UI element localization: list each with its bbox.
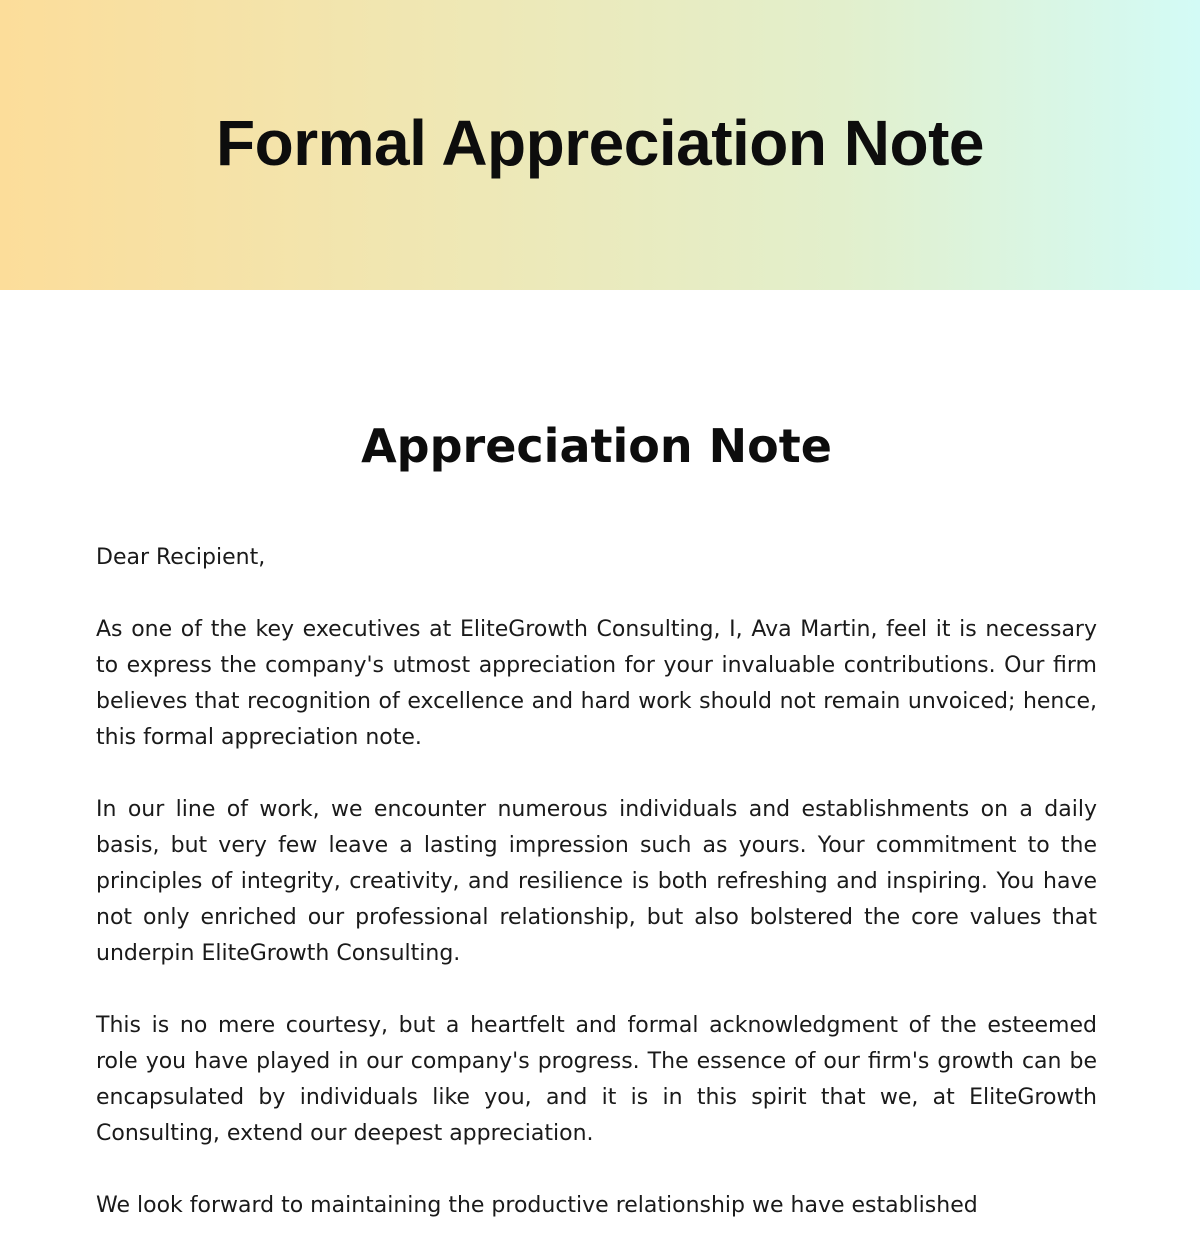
paragraph-2: In our line of work, we encounter numerous individuals and establishments on a daily basis, but very few leave a lasting impression such as yours. Your commitment to the principles of integrity, creativity, and resilience is both refreshing and inspiring. You have not only enriched our professional relationship, but also bolstered the core values that underpin EliteGrowth Consulting. <box>96 797 1097 966</box>
document-body <box>96 410 1097 1260</box>
banner-title: Formal Appreciation Note <box>216 107 984 179</box>
paragraph-4: We look forward to maintaining the productive relationship we have established <box>96 1193 978 1218</box>
salutation: Dear Recipient, <box>96 545 266 570</box>
paragraph-1: As one of the key executives at EliteGrowth Consulting, I, Ava Martin, feel it is necessary to express the company's utmost appreciation for your invaluable contributions. Our firm believes that recognition of excellence and hard work should not remain unvoiced; hence, this formal appreciation note. <box>96 617 1097 750</box>
paragraph-3: This is no mere courtesy, but a heartfelt and formal acknowledgment of the esteemed role you have played in our company's progress. The essence of our firm's growth can be encapsulated by individuals like you, and it is in this spirit that we, at EliteGrowth Consulting, extend our deepest appreciation. <box>96 1013 1097 1146</box>
document-title: Appreciation Note <box>361 419 832 473</box>
header-banner <box>0 0 1200 290</box>
